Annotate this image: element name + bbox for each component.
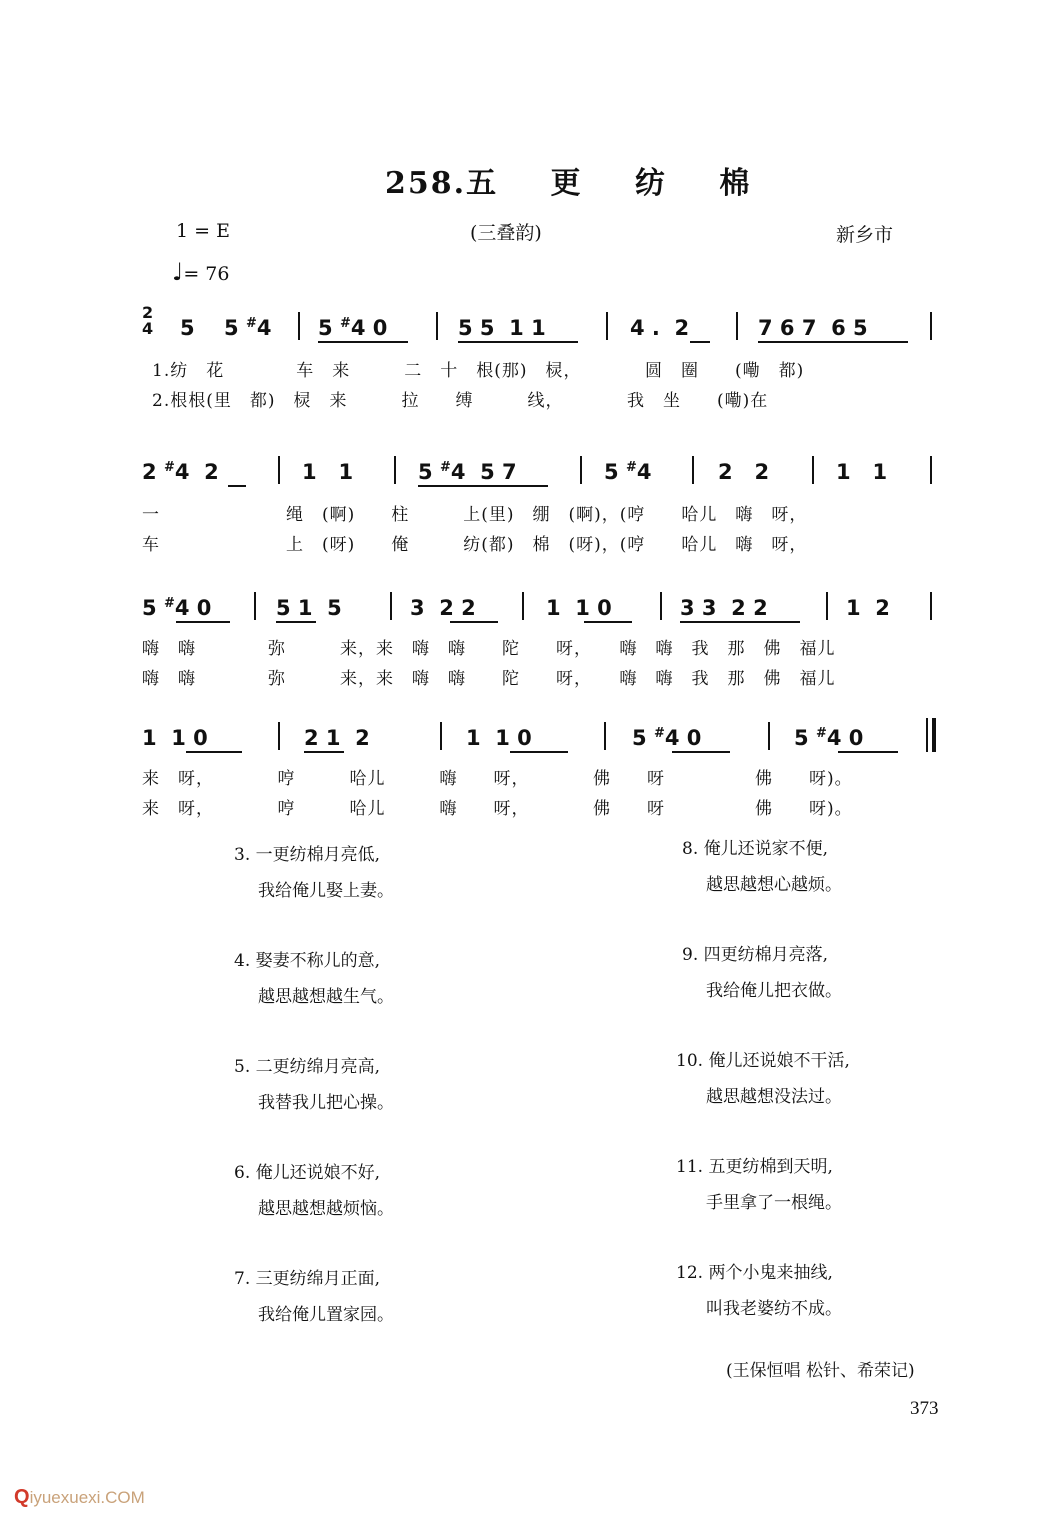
tempo-value: = 76 <box>183 263 230 285</box>
time-signature: 2 4 <box>142 303 154 338</box>
song-style: (三叠韵) <box>470 222 542 244</box>
song-origin: 新乡市 <box>836 224 894 246</box>
quarter-note-icon: ♩ <box>172 258 184 286</box>
title-number: 258. <box>385 166 467 201</box>
credit-line: (王保恒唱 松针、希荣记) <box>726 1361 915 1381</box>
page-number: 373 <box>910 1398 939 1419</box>
key-signature: 1 = E <box>176 220 230 242</box>
watermark: Qiyuexuexi.COM <box>14 1486 145 1508</box>
tempo-marking <box>172 258 229 286</box>
song-title <box>385 158 771 202</box>
title-text: 五 更 纺 棉 <box>466 166 772 201</box>
